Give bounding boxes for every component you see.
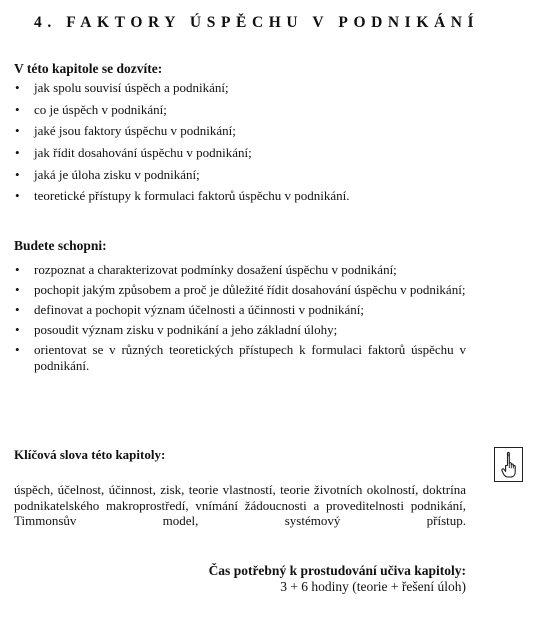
study-time-label: Čas potřebný k prostudování učiva kapitoly: xyxy=(208,563,466,578)
keywords-text: úspěch, účelnost, účinnost, zisk, teorie vlastností, teorie životních okolností, doktrína podnikatelského makroprostředí, vnímání žádoucnosti a proveditelnosti podnikání, Timmonsův model, systémový přístup. xyxy=(14,482,466,529)
list-item: • co je úspěch v podnikání; xyxy=(14,102,466,124)
list-item: • orientovat se v různých teoretických přístupech k formulaci faktorů úspěchu v podnikání. xyxy=(14,342,466,373)
list-item: • jaké jsou faktory úspěchu v podnikání; xyxy=(14,123,466,145)
keywords-heading: Klíčová slova této kapitoly: xyxy=(14,447,166,462)
pointing-hand-icon xyxy=(494,447,523,482)
list-item: • jaká je úloha zisku v podnikání; xyxy=(14,167,466,189)
pointing-hand-icon-graphic xyxy=(499,451,519,479)
list-item: • pochopit jakým způsobem a proč je důležité řídit dosahování úspěchu v podnikání; xyxy=(14,282,466,298)
chapter-title: 4. FAKTORY ÚSPĚCHU V PODNIKÁNÍ xyxy=(34,14,480,31)
able-section-heading: Budete schopni: xyxy=(14,238,107,253)
learn-section-heading: V této kapitole se dozvíte: xyxy=(14,61,163,76)
list-item: • jak řídit dosahování úspěchu v podnikání; xyxy=(14,145,466,167)
list-item: • rozpoznat a charakterizovat podmínky dosažení úspěchu v podnikání; xyxy=(14,262,466,278)
list-item: • definovat a pochopit význam účelnosti a účinnosti v podnikání; xyxy=(14,302,466,318)
study-time-value: 3 + 6 hodiny (teorie + řešení úloh) xyxy=(280,578,466,594)
study-time-block xyxy=(209,563,466,594)
list-item: • posoudit význam zisku v podnikání a jeho základní úlohy; xyxy=(14,322,466,338)
list-item: • jak spolu souvisí úspěch a podnikání; xyxy=(14,80,466,102)
list-item: • teoretické přístupy k formulaci faktorů úspěchu v podnikání. xyxy=(14,188,466,210)
learn-list xyxy=(14,80,466,210)
able-list xyxy=(14,262,466,378)
